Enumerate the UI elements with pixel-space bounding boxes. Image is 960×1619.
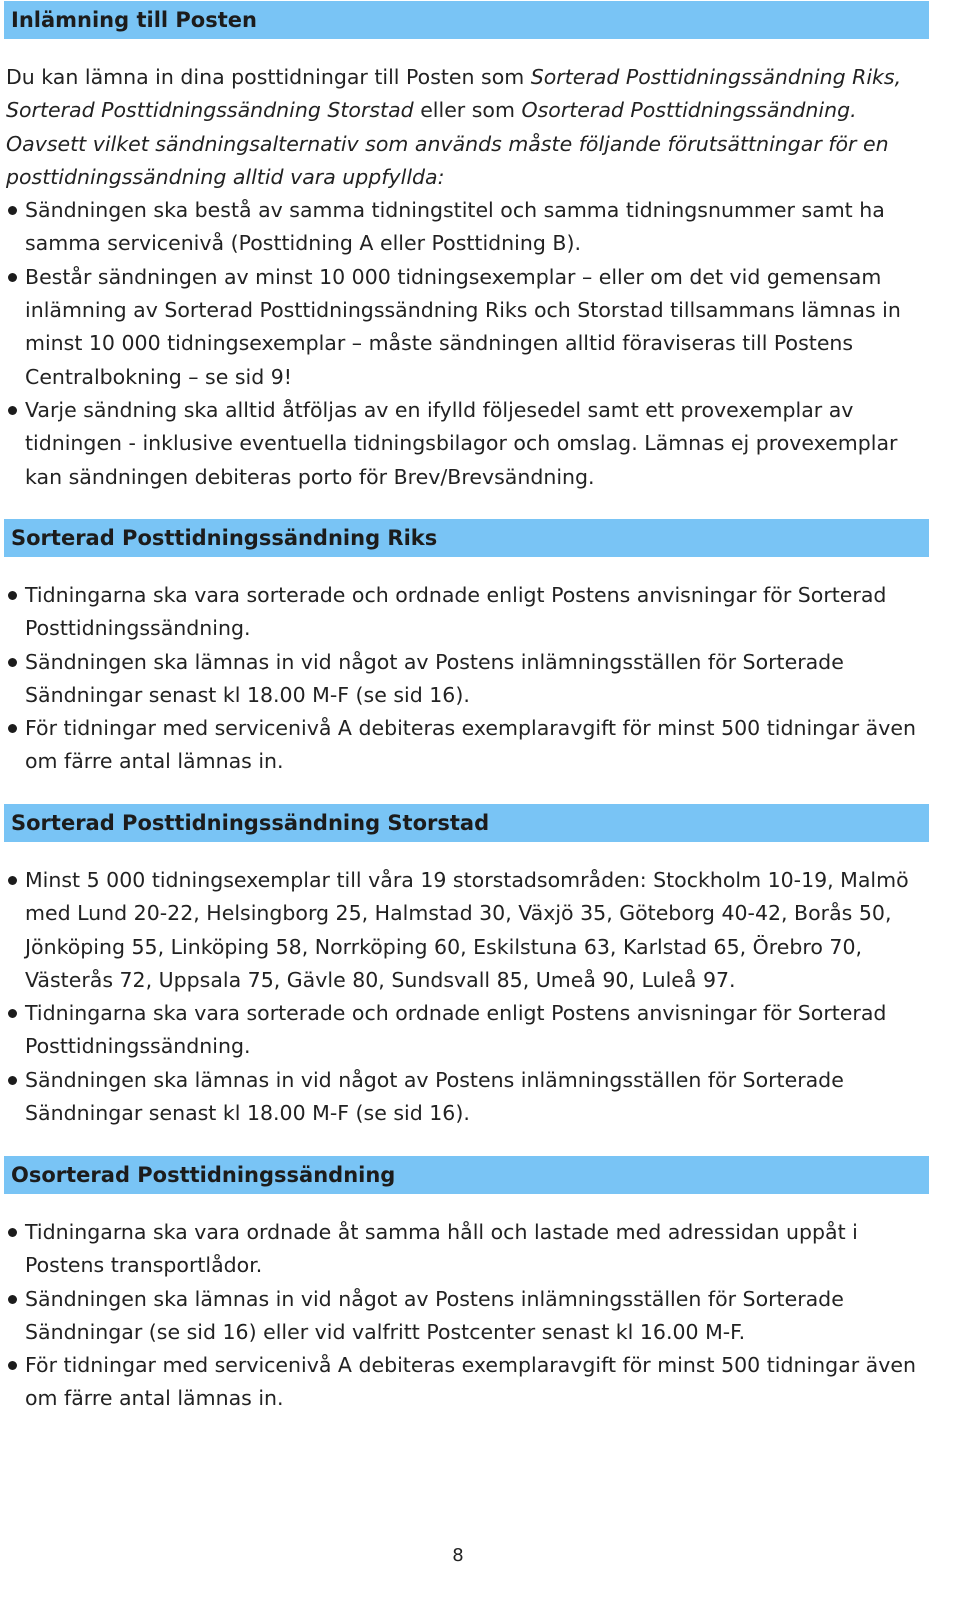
section-body-inlamning: [6, 61, 936, 494]
list-item: För tidningar med servicenivå A debiteras exemplaravgift för minst 500 tidningar även om färre antal lämnas in.: [6, 1349, 936, 1416]
section-body-riks: [6, 579, 936, 779]
intro-text-4: Osorterad Posttidningssändning.: [521, 98, 857, 123]
list-item: Sändningen ska bestå av samma tidningstitel och samma tidningsnummer samt ha samma servicenivå (Posttidning A eller Posttidning B).: [6, 194, 936, 261]
section-title-osorterad: Osorterad Posttidningssändning: [11, 1163, 396, 1187]
section-header-osorterad: [4, 1156, 929, 1194]
bullet-list-inlamning: [6, 194, 936, 494]
intro-text-5: Oavsett vilket sändningsalternativ som används måste följande förutsättningar för en posttidningssändning alltid vara uppfyllda:: [6, 131, 889, 189]
page-number: 8: [452, 1545, 464, 1566]
bullet-list-storstad: [6, 864, 936, 1130]
section-title-storstad: Sorterad Posttidningssändning Storstad: [11, 811, 490, 835]
list-item: Sändningen ska lämnas in vid något av Postens inlämningsställen för Sorterade Sändningar (se sid 16) eller vid valfritt Postcenter senast kl 16.00 M-F.: [6, 1283, 936, 1350]
intro-text-2: Sorterad Posttidningssändning Riks, Sorterad Posttidningssändning Storstad: [6, 65, 902, 123]
list-item: För tidningar med servicenivå A debiteras exemplaravgift för minst 500 tidningar även om färre antal lämnas in.: [6, 712, 936, 779]
list-item: Består sändningen av minst 10 000 tidningsexemplar – eller om det vid gemensam inlämning av Sorterad Posttidningssändning Riks och Storstad tillsammans lämnas in minst 10 000 tidningsexemplar – måste sändningen alltid föraviseras till Postens Centralbokning – se sid 9!: [6, 261, 936, 394]
bullet-list-riks: [6, 579, 936, 779]
list-item: Tidningarna ska vara ordnade åt samma håll och lastade med adressidan uppåt i Postens transportlådor.: [6, 1216, 936, 1283]
list-item: Varje sändning ska alltid åtföljas av en ifylld följesedel samt ett provexemplar av tidningen - inklusive eventuella tidningsbilagor och omslag. Lämnas ej provexemplar kan sändningen debiteras porto för Brev/Brevsändning.: [6, 394, 936, 494]
section-header-riks: [4, 519, 929, 557]
section-header-inlamning: [4, 1, 929, 39]
list-item: Sändningen ska lämnas in vid något av Postens inlämningsställen för Sorterade Sändningar senast kl 18.00 M-F (se sid 16).: [6, 1064, 936, 1131]
list-item: Tidningarna ska vara sorterade och ordnade enligt Postens anvisningar för Sorterad Posttidningssändning.: [6, 997, 936, 1064]
section-title-riks: Sorterad Posttidningssändning Riks: [11, 526, 438, 550]
list-item: Sändningen ska lämnas in vid något av Postens inlämningsställen för Sorterade Sändningar senast kl 18.00 M-F (se sid 16).: [6, 646, 936, 713]
list-item: Tidningarna ska vara sorterade och ordnade enligt Postens anvisningar för Sorterad Posttidningssändning.: [6, 579, 936, 646]
intro-paragraph: [6, 61, 936, 194]
list-item: Minst 5 000 tidningsexemplar till våra 19 storstadsområden: Stockholm 10-19, Malmö med Lund 20-22, Helsingborg 25, Halmstad 30, Växjö 35, Göteborg 40-42, Borås 50, Jönköping 55, Linköping 58, Norrköping 60, Eskilstuna 63, Karlstad 65, Örebro 70, Västerås 72, Uppsala 75, Gävle 80, Sundsvall 85, Umeå 90, Luleå 97.: [6, 864, 936, 997]
section-body-storstad: [6, 864, 936, 1130]
intro-text-3: eller som: [413, 98, 522, 123]
section-body-osorterad: [6, 1216, 936, 1416]
intro-text-1: Du kan lämna in dina posttidningar till Posten som: [6, 65, 531, 89]
section-header-storstad: [4, 804, 929, 842]
bullet-list-osorterad: [6, 1216, 936, 1416]
section-title-inlamning: Inlämning till Posten: [11, 8, 257, 32]
